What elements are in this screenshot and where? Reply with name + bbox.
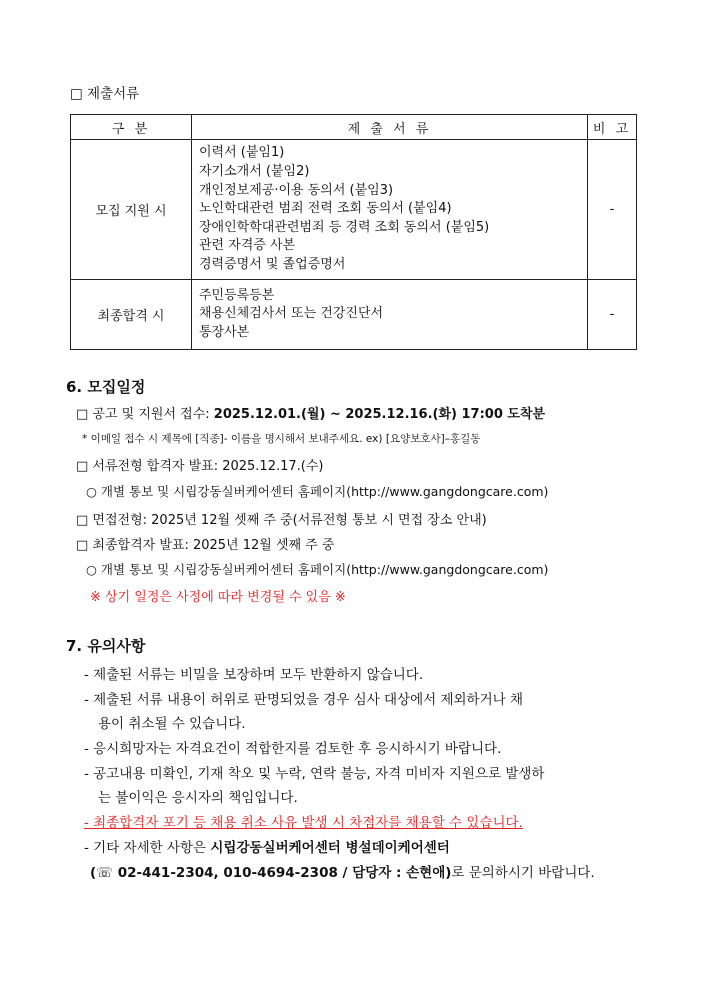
row-remarks: - — [588, 280, 637, 350]
document-item: 개인정보제공·이용 동의서 (붙임3) — [199, 182, 394, 198]
row-category: 최종합격 시 — [71, 280, 192, 350]
caution-item-highlight: - 최종합격자 포기 등 채용 취소 사유 발생 시 차점자를 채용할 수 있습니다. — [84, 815, 523, 831]
application-dates: 2025.12.01.(월) ~ 2025.12.16.(화) 17:00 도착분 — [213, 407, 546, 422]
header-documents: 제 출 서 류 — [192, 115, 588, 140]
header-category: 구 분 — [71, 115, 192, 140]
caution-item: - 제출된 서류 내용이 허위로 판명되었을 경우 심사 대상에서 제외하거나 채 — [84, 692, 524, 708]
contact-phone-manager: (☏ 02-441-2304, 010-4694-2308 / 담당자 : 손현애) — [90, 865, 452, 881]
contact-prefix: - 기타 자세한 사항은 — [84, 840, 211, 856]
document-item: 주민등록등본 — [199, 287, 275, 303]
row-category: 모집 지원 시 — [71, 140, 192, 280]
document-item: 이력서 (붙임1) — [199, 145, 285, 161]
contact-organization: 시립강동실버케어센터 병설데이케어센터 — [210, 840, 450, 856]
email-note: * 이메일 접수 시 제목에 [직종]- 이름을 명시해서 보내주세요. ex) [요양보호사]–홍길동 — [82, 433, 481, 445]
document-item: 경력증명서 및 졸업증명서 — [199, 256, 346, 272]
document-item: 채용신체검사서 또는 건강진단서 — [199, 306, 384, 322]
notice-homepage-1: ○ 개별 통보 및 시립강동실버케어센터 홈페이지(http://www.gangdongcare.com) — [86, 484, 549, 499]
schedule-change-warning: ※ 상기 일정은 사정에 따라 변경될 수 있음 ※ — [90, 590, 346, 605]
caution-item-continued: 는 불이익은 응시자의 책임입니다. — [98, 790, 298, 806]
final-result-announcement: □ 최종합격자 발표: 2025년 12월 셋째 주 중 — [76, 538, 335, 553]
document-item: 자기소개서 (붙임2) — [199, 164, 310, 180]
application-label: □ 공고 및 지원서 접수: — [76, 407, 214, 422]
caution-item-contact — [84, 836, 450, 856]
document-item: 노인학대관련 범죄 전력 조회 동의서 (붙임4) — [199, 201, 452, 217]
submission-docs-table — [70, 114, 637, 350]
caution-item: - 제출된 서류는 비밀을 보장하며 모두 반환하지 않습니다. — [84, 667, 424, 683]
table-row — [71, 280, 637, 350]
row-documents — [192, 140, 588, 280]
document-item: 관련 자격증 사본 — [199, 238, 296, 254]
submission-docs-heading: □ 제출서류 — [70, 86, 140, 102]
contact-suffix: 로 문의하시기 바랍니다. — [451, 865, 595, 881]
interview-schedule: □ 면접전형: 2025년 12월 셋째 주 중(서류전형 통보 시 면접 장소 안내) — [76, 513, 487, 528]
caution-item: - 공고내용 미확인, 기재 착오 및 누락, 연락 불능, 자격 미비자 지원으로 발생하 — [84, 766, 545, 782]
contact-details — [90, 861, 595, 881]
row-remarks: - — [588, 140, 637, 280]
table-row — [71, 140, 637, 280]
application-period — [76, 403, 545, 422]
notice-homepage-2: ○ 개별 통보 및 시립강동실버케어센터 홈페이지(http://www.gangdongcare.com) — [86, 562, 549, 577]
document-item: 장애인학학대관련범죄 등 경력 조회 동의서 (붙임5) — [199, 219, 490, 235]
document-result-announcement: □ 서류전형 합격자 발표: 2025.12.17.(수) — [76, 459, 324, 474]
cautions-section-title: 7. 유의사항 — [66, 637, 146, 655]
caution-item: - 응시희망자는 자격요건이 적합한지를 검토한 후 응시하시기 바랍니다. — [84, 741, 502, 757]
header-remarks: 비 고 — [588, 115, 637, 140]
caution-item-continued: 용이 취소될 수 있습니다. — [98, 716, 246, 732]
schedule-section-title: 6. 모집일정 — [66, 378, 146, 396]
table-header-row — [71, 115, 637, 140]
row-documents — [192, 280, 588, 350]
document-item: 통장사본 — [199, 324, 250, 340]
